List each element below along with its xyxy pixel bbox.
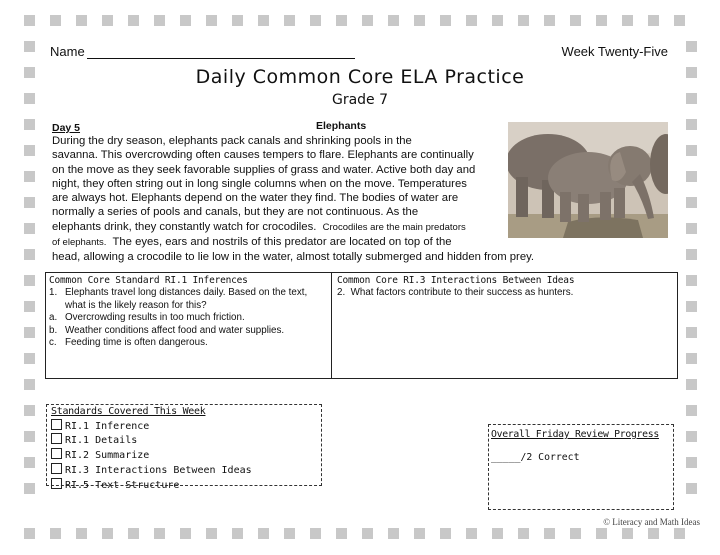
option-marker: c. — [49, 337, 57, 349]
border-square — [128, 528, 139, 539]
checkbox[interactable] — [51, 463, 62, 474]
border-square — [362, 15, 373, 26]
border-square — [206, 15, 217, 26]
border-square — [686, 41, 697, 52]
border-square — [50, 15, 61, 26]
border-square — [686, 197, 697, 208]
standard-label: RI.3 Interactions Between Ideas — [65, 464, 252, 476]
border-square — [24, 431, 35, 442]
worksheet — [40, 38, 680, 516]
border-square — [24, 457, 35, 468]
standards-title: Standards Covered This Week — [51, 406, 206, 417]
border-square — [686, 353, 697, 364]
border-square — [686, 483, 697, 494]
border-square — [24, 405, 35, 416]
border-square — [128, 15, 139, 26]
passage-line — [52, 235, 562, 250]
standard-header: Common Core RI.3 Interactions Between Ideas — [337, 275, 575, 286]
border-square — [24, 93, 35, 104]
friday-review-box — [488, 424, 674, 510]
border-square — [492, 528, 503, 539]
border-square — [24, 145, 35, 156]
question-text: What factors contribute to their success as hunters. — [350, 287, 574, 299]
border-square — [518, 15, 529, 26]
border-square — [102, 15, 113, 26]
border-square — [440, 528, 451, 539]
option-marker: a. — [49, 312, 58, 324]
border-square — [388, 15, 399, 26]
border-square — [284, 15, 295, 26]
border-square — [570, 15, 581, 26]
border-square — [24, 67, 35, 78]
passage-text: elephants drink, they constantly watch for crocodiles. — [52, 220, 317, 233]
question-cell-ri1 — [46, 273, 332, 378]
standard-checkbox-item[interactable] — [51, 419, 317, 434]
checkbox[interactable] — [51, 433, 62, 444]
border-square — [686, 223, 697, 234]
border-square — [648, 528, 659, 539]
border-square — [686, 249, 697, 260]
border-square — [596, 15, 607, 26]
standards-covered-box — [46, 404, 322, 491]
checkbox[interactable] — [51, 419, 62, 430]
elephant-illustration — [508, 122, 668, 238]
border-square — [310, 528, 321, 539]
border-square — [258, 528, 269, 539]
reading-passage — [52, 134, 562, 265]
border-square — [24, 483, 35, 494]
passage-line: night, they often string out in long single columns when on the move. Temperatures — [52, 177, 467, 190]
border-square — [232, 528, 243, 539]
border-square — [24, 171, 35, 182]
week-label: Week Twenty-Five — [561, 44, 668, 59]
border-square — [686, 145, 697, 156]
grade-label: Grade 7 — [331, 92, 389, 108]
border-square — [648, 15, 659, 26]
passage-line — [52, 220, 562, 235]
border-square — [180, 528, 191, 539]
border-square — [622, 528, 633, 539]
border-square — [24, 249, 35, 260]
border-square — [388, 528, 399, 539]
border-square — [284, 528, 295, 539]
page-title: Daily Common Core ELA Practice — [195, 66, 525, 88]
border-square — [414, 15, 425, 26]
passage-line: normally a series of pools and canals, but they are not continuous. As the — [52, 206, 419, 219]
border-square — [686, 93, 697, 104]
passage-line: are always hot. Elephants depend on the water they find. The bodies of water are — [52, 192, 459, 205]
border-square — [24, 353, 35, 364]
standard-label: RI.1 Details — [65, 435, 138, 447]
border-square — [24, 275, 35, 286]
border-square — [596, 528, 607, 539]
option-marker: b. — [49, 324, 58, 336]
option-text: Feeding time is often dangerous. — [65, 337, 208, 349]
border-square — [24, 379, 35, 390]
standard-checkbox-item[interactable] — [51, 478, 317, 493]
standard-checkbox-item[interactable] — [51, 448, 317, 463]
border-square — [24, 41, 35, 52]
question-text: Elephants travel long distances daily. Based on the text, what is the likely reason for this? — [65, 287, 308, 311]
questions-table — [45, 272, 678, 379]
border-square — [686, 379, 697, 390]
passage-line: During the dry season, elephants pack canals and shrinking pools in the — [52, 135, 412, 147]
passage-line: on the move as they seek favorable supplies of grass and water. Active both day and — [52, 163, 476, 176]
border-square — [258, 15, 269, 26]
question-1 — [49, 287, 328, 312]
border-square — [414, 528, 425, 539]
border-square — [622, 15, 633, 26]
border-square — [24, 197, 35, 208]
answer-option-c[interactable] — [49, 337, 328, 349]
review-title: Overall Friday Review Progress — [491, 429, 659, 440]
copyright-notice: © Literacy and Math Ideas — [603, 517, 700, 527]
border-square — [518, 528, 529, 539]
border-square — [76, 528, 87, 539]
border-square — [154, 528, 165, 539]
border-square — [544, 15, 555, 26]
border-square — [686, 119, 697, 130]
border-square — [440, 15, 451, 26]
border-square — [24, 119, 35, 130]
option-text: Weather conditions affect food and water supplies. — [65, 324, 285, 336]
border-square — [492, 15, 503, 26]
border-square — [76, 15, 87, 26]
border-square — [686, 275, 697, 286]
passage-small-text: of elephants. — [52, 237, 107, 249]
border-square — [24, 301, 35, 312]
border-square — [686, 405, 697, 416]
border-square — [310, 15, 321, 26]
border-square — [686, 327, 697, 338]
question-number: 2. — [337, 287, 346, 299]
answer-option-a[interactable] — [49, 312, 328, 324]
name-field[interactable] — [50, 44, 355, 59]
border-square — [674, 528, 685, 539]
border-square — [24, 327, 35, 338]
standard-label: RI.5 Text Structure — [65, 479, 180, 491]
border-square — [24, 15, 35, 26]
border-square — [362, 528, 373, 539]
border-square — [102, 528, 113, 539]
passage-line: savanna. This overcrowding often causes tempers to flare. Elephants are continually — [52, 149, 474, 162]
review-score[interactable]: _____/2 Correct — [491, 452, 580, 463]
border-square — [544, 528, 555, 539]
standard-label: RI.1 Inference — [65, 420, 150, 432]
standard-checkbox-item[interactable] — [51, 433, 317, 448]
article-title: Elephants — [316, 120, 367, 132]
name-label: Name — [50, 44, 85, 59]
border-square — [466, 528, 477, 539]
checkbox[interactable] — [51, 448, 62, 459]
border-square — [336, 15, 347, 26]
elephants-photo — [508, 122, 668, 238]
question-number: 1. — [49, 287, 58, 299]
standard-header: Common Core Standard RI.1 Inferences — [49, 275, 248, 286]
border-square — [466, 15, 477, 26]
border-square — [50, 528, 61, 539]
border-square — [24, 223, 35, 234]
passage-small-text: Crocodiles are the main predators — [322, 221, 466, 233]
standard-checkbox-item[interactable] — [51, 463, 317, 478]
border-square — [674, 15, 685, 26]
standard-label: RI.2 Summarize — [65, 450, 150, 462]
border-square — [24, 528, 35, 539]
border-square — [686, 457, 697, 468]
border-square — [154, 15, 165, 26]
option-text: Overcrowding results in too much friction. — [65, 312, 245, 324]
answer-option-b[interactable] — [49, 325, 328, 337]
question-cell-ri3[interactable] — [333, 273, 677, 378]
border-square — [180, 15, 191, 26]
day-label: Day 5 — [52, 122, 81, 134]
border-square — [232, 15, 243, 26]
border-square — [686, 301, 697, 312]
border-square — [570, 528, 581, 539]
border-square — [206, 528, 217, 539]
border-square — [686, 67, 697, 78]
passage-line: head, allowing a crocodile to lie low in the water, almost totally submerged and hidden from prey. — [52, 251, 535, 264]
question-2 — [337, 287, 673, 299]
passage-text: The eyes, ears and nostrils of this predator are located on top of the — [112, 236, 452, 249]
border-square — [686, 171, 697, 182]
checkbox[interactable] — [51, 478, 62, 489]
name-blank-line[interactable] — [87, 46, 355, 59]
border-square — [686, 431, 697, 442]
border-square — [336, 528, 347, 539]
